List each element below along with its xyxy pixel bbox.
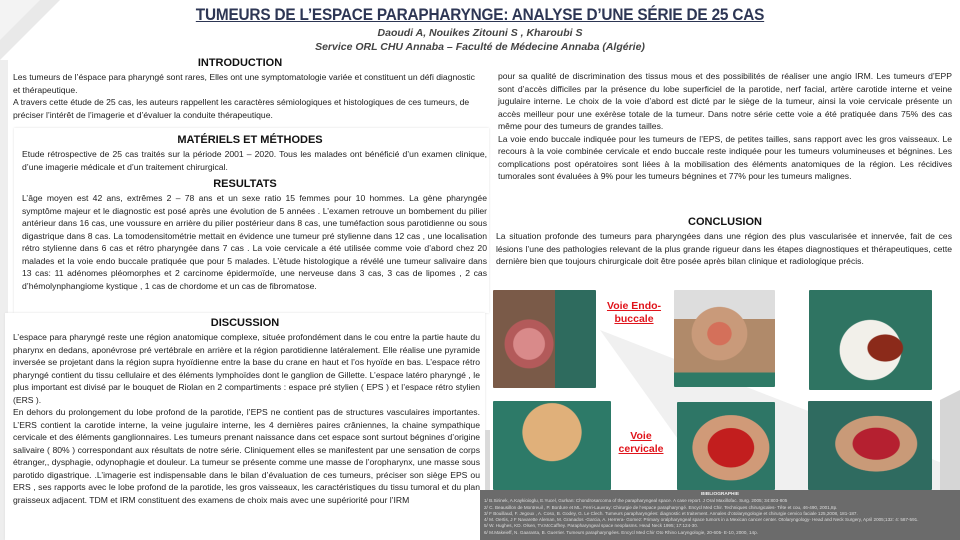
poster-affiliation: Service ORL CHU Annaba – Faculté de Médecine Annaba (Algérie) [315, 41, 645, 53]
discussion-heading: DISCUSSION [210, 317, 280, 329]
bibliography-reference: 2/ C. Beausillon de Montreuil , P. Bordure et ML. Ferri-Lauvray: Chirurgie de l’espace parapharyngé. Encycl Med Chir. Techniques chirurgicales- Tête et cou, 46-490, 2001,8p. [484, 504, 838, 510]
results-heading: RESULTATS [213, 178, 277, 190]
bibliography-reference: 5/ W. Hughes, KD. Olsen, TV.McCaffrey. Parapharyngeal space neoplasms. Head Neck 1995; 17:124-30. [484, 523, 699, 529]
surgery-photo-cervical-1 [493, 401, 611, 490]
bibliography-panel [480, 490, 960, 540]
surgery-photo-specimen [809, 290, 932, 390]
poster-title: TUMEURS DE L’ESPACE PARAPHARYNGE: ANALYSE D’UNE SÉRIE DE 25 CAS [195, 6, 765, 24]
introduction-paragraph: Les tumeurs de l’éspace para pharyngé sont rares, Elles ont une symptomatologie variée et constituent un défi diagnostic et thérapeutique. [13, 72, 475, 95]
methods-heading: MATÉRIELS ET MÉTHODES [177, 134, 323, 146]
surgery-photo-endobuccal-2 [674, 290, 775, 387]
surgery-photo-cervical-3 [808, 401, 932, 490]
label-voie-endo-buccale: Voie Endo-buccale [606, 300, 662, 325]
discussion-paragraph: L’espace para pharyngé reste une région anatomique complexe, située profondément dans le cou entre la partie haute du pharynx en dedans, aponévrose pré vertébrale en arrière et la région parotidienne latéralement. Elle réalise une pyramide inversée se projetant dans la région supra hyoïdienne entre la base du crane en haut et l’os hyoïde en bas. L’espace rétro pharyngé contient du tissu cellulaire et des éléments lymphoïdes dont le ganglion de Gillette. L’espace latéro pharyngé , le plus important est divisé par le bouquet de Riolan en 2 compartiments : espace pré stylien ( EPS ) et l’espace rétro stylien (ERS ). [13, 332, 480, 405]
discussion-text-continued [498, 70, 952, 183]
bibliography-heading: BIBLIOGRAPHIE [700, 492, 740, 497]
bibliography-reference: 6/ M.Makeieff, N. Gaaranta, B. Guerrier. Tumeurs parapharyngées. Encycl Med Chir Oto Rhino Laryngologie, 20-605- E-10, 2000, 14p. [484, 529, 758, 535]
bibliography-reference: 4/ M. Oertis, J F Navarette Aleman, M. Granados -Garcia, A. Herrera- Gomez: Primary oralpharyngeal space tumors in a Mexican cancer center. Otolaryngology- Head and Neck Surgery, April 2005;132: 4: 587-591. [484, 517, 919, 523]
results-text: L’âge moyen est 42 ans, extrêmes 2 – 78 ans et un sexe ratio 15 femmes pour 10 hommes. La gène pharyngée symptôme majeur et le diagnostic est posé après une évolution de 5 années . L’examen retrouve un bombement du pilier antérieur dans 16 cas, une voussure en arrière du pilier postérieur dans 8 cas, une tuméfaction sous parotidienne ou sous digastrique dans 8 cas. La tomodensitométrie mettait en évidence une tumeur pré stylienne dans 12 cas , une localisation rétro stylienne dans 6 cas et rétro pharyngée dans 7 cas . La voie cervicale a été utilisée comme voie d’abord chez 20 malades et la voie endo buccale pratiquée que pour 5 malades. L’ètude histologique a révélé une tumeur salivaire dans 13 cas: 11 adénomes pléomorphes et 2 carcinome épidermoïde, une nerveuse dans 3 cas, 3 cas de lipomes , 2 cas d’hémolynphangiome kystique , 1 cas de chordome et un cas de fibromatose. [22, 193, 487, 291]
methods-text: Etude rétrospective de 25 cas traités sur la période 2001 – 2020. Tous les malades ont bénéficié d’un examen clinique, d’une imagerie médicale et d’un traitement chirurgical. [22, 149, 487, 172]
poster-authors: Daoudi A, Nouikes Zitouni S , Kharoubi S [377, 27, 583, 39]
conclusion-text: La situation profonde des tumeurs para pharyngées dans une région des plus vascularisée et innervée, fait de ces lésions l’une des pathologies relevant de la plus grande rigueur dans les étapes diagnostiques et thérapeutiques, cette dernière bien que toujours chirurgicale doit être posée après bilan clinique et radiologique précis. [496, 231, 952, 266]
conclusion-heading: CONCLUSION [688, 216, 762, 228]
discussion-text [13, 331, 480, 506]
surgery-photo-endobuccal-1 [493, 290, 596, 388]
bibliography-reference: 1/ B.Sirinek, A.Kaykioioglu, E.Yucel, Gurkan: Chondrosarcoma of the parapharyngeal space. A case report. J Oral Maxillofac. Surg. 2005; 34:803-805 [484, 498, 788, 504]
bibliography-reference: 3/ F Bouillaud, F. Jegoux , A. Coso, B. Godey, G. Le Clech. Tumeurs parapharyngées: diagnostic et traitement. Annales d’otolaryngologie et chirurgie cervico faciale 125,2008, 181-187. [484, 510, 858, 516]
introduction-paragraph: A travers cette étude de 25 cas, les auteurs rappellent les caractères sémiologiques et histologiques de ces tumeurs, de préciser l’intérêt de l’imagerie et d’évaluer la conduite thérapeutique. [13, 97, 470, 120]
surgery-photo-cervical-2 [677, 402, 775, 490]
introduction-text [13, 71, 483, 121]
discussion-paragraph: En dehors du prolongement du lobe profond de la parotide, l’EPS ne contient pas de structures vasculaires importantes. L’ERS contient la carotide interne, la veine jugulaire interne, les 4 dernières paires crâniennes, la chaine sympathique cervicale et des éléments ganglionnaires. Les tumeurs prenant naissance dans cet espace sont surtout bégnines d’origine salivaire ( 80% ) correspondant aux résultats de notre série. Cliniquement elles se manifestent par une sensation de corps étranger,, dysphagie, odynophagie et douleur. La tumeur se présente comme une masse de l’oropharynx, une masse sous parotido digastrique. .L’imagerie est indispensable dans le bilan d’évaluation de ces tumeurs, préciser son siège EPS ou ERS , ses rapports avec le lobe profond de la parotide, les gros vaisseaux, les caractéristiques du tissu tumoral et du plan graisseux adjacent. TDM et IRM constituent des examens de choix mais avec une supériorité pour l’IRM [13, 407, 480, 505]
introduction-heading: INTRODUCTION [197, 57, 283, 69]
label-voie-cervicale: Voie cervicale [618, 430, 664, 455]
discussion-paragraph: pour sa qualité de discrimination des tissus mous et des possibilités de réaliser une angio IRM. Les tumeurs d’EPP sont d’accès difficiles par la présence du lobe superficiel de la parotide, nerf facial, artère carotide interne et veine jugulaire interne. Le choix de la voie d’abord est dicté par le siège de la tumeur, ainsi la voie cervicale présente un accès meilleur pour une exérèse totale de la tumeur. Dans notre série cette voie a été pratiquée dans 75% des cas même pour des tumeurs de grandes tailles. [498, 71, 952, 131]
discussion-paragraph: La voie endo buccale indiquée pour les tumeurs de l’EPS, de petites tailles, sans rapport avec les gros vaisseaux. Le recours à la voie combinée cervicale et endo buccale reste indiquée pour les tumeurs volumineuses et bégnines. Les complications post opératoires sont liées à la mobilisation des éléments anatomiques de la région. Les récidives tumorales sont évaluées à 9% pour les tumeurs bégnines et 77% pour les tumeurs malignes. [498, 133, 952, 181]
